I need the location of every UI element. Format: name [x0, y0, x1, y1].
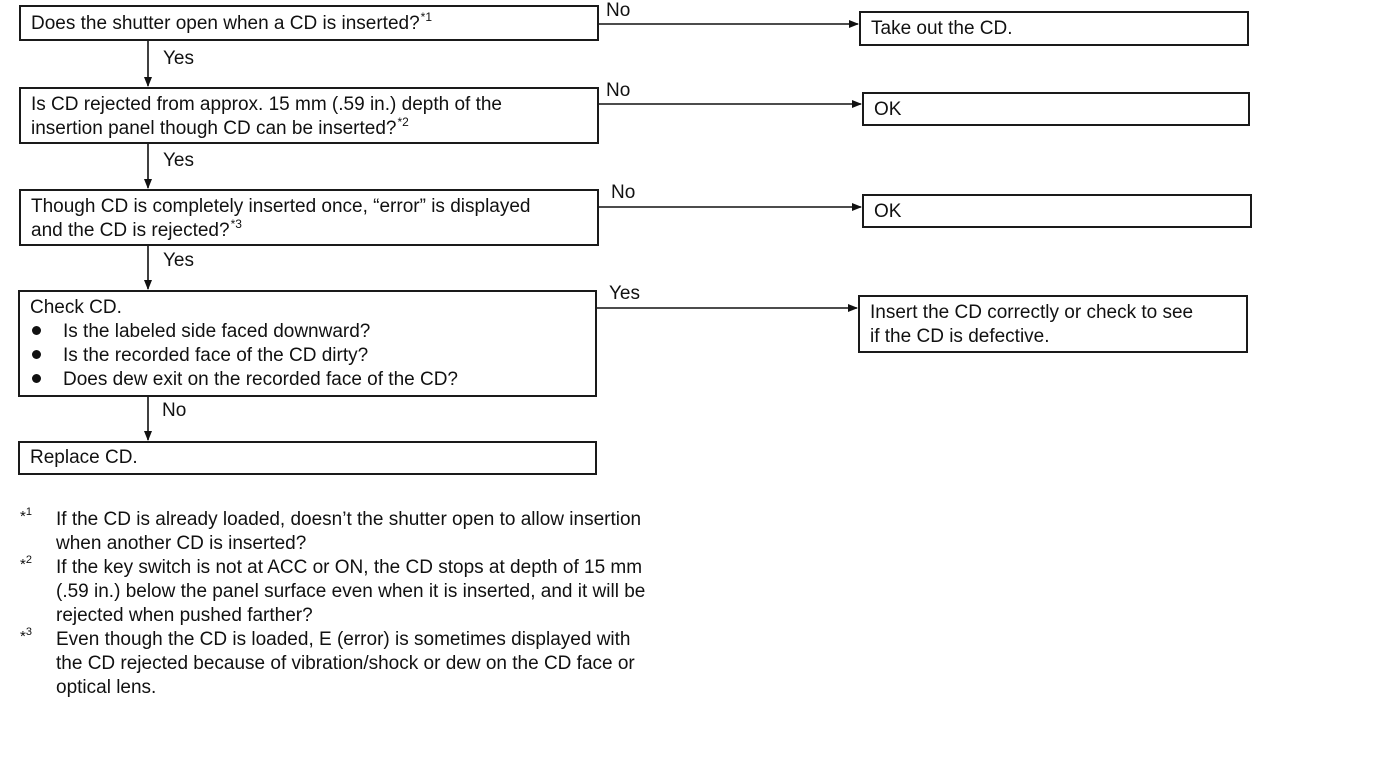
replace-cd-text: Replace CD. [30, 447, 138, 468]
answer-text: OK [874, 201, 902, 222]
footnote-text: If the CD is already loaded, doesn’t the shutter open to allow insertion when another CD is inserted? [56, 509, 642, 554]
check-cd-bullet: Is the recorded face of the CD dirty? [30, 344, 585, 368]
answer-text: OK [874, 99, 902, 120]
footnote-item [20, 556, 660, 628]
footnote-mark: *$^2$ [20, 554, 32, 573]
footnote-ref: *2 [397, 115, 409, 129]
label-yes: Yes [163, 48, 194, 69]
footnote-mark: *$^3$ [20, 626, 32, 645]
question-text-line2: insertion panel though CD can be inserted? [31, 118, 397, 139]
label-yes: Yes [609, 283, 640, 304]
question-text: Does the shutter open when a CD is inserted? [31, 13, 420, 34]
bullet-dot [32, 350, 41, 359]
label-no: No [606, 0, 631, 21]
label-yes: Yes [163, 250, 194, 271]
label-yes: Yes [163, 150, 194, 171]
answer-box-insert-correctly [858, 295, 1248, 353]
bullet-dot [32, 374, 41, 383]
check-cd-bullet: Does dew exit on the recorded face of the CD? [30, 368, 585, 392]
footnote-item [20, 508, 660, 556]
question-box-rejected-depth [19, 87, 599, 144]
answer-text-line2: if the CD is defective. [870, 326, 1050, 347]
bullet-dot [32, 326, 41, 335]
check-cd-title: Check CD. [30, 297, 122, 318]
replace-cd-box [18, 441, 597, 475]
footnote-ref: *1 [420, 10, 433, 24]
answer-text: Take out the CD. [871, 18, 1013, 39]
question-text-line1: Though CD is completely inserted once, “error” is displayed [31, 196, 531, 217]
question-box-shutter [19, 5, 599, 41]
question-box-error-displayed [19, 189, 599, 246]
footnote-mark: *$^1$ [20, 506, 32, 525]
footnotes [20, 508, 660, 700]
question-text-line1: Is CD rejected from approx. 15 mm (.59 in.) depth of the [31, 94, 502, 115]
answer-box-ok-2 [862, 194, 1252, 228]
answer-box-ok-1 [862, 92, 1250, 126]
footnote-text: If the key switch is not at ACC or ON, the CD stops at depth of 15 mm (.59 in.) below the panel surface even when it is inserted, and it will be rejected when pushed farther? [56, 557, 646, 626]
label-no: No [162, 400, 187, 421]
footnote-item [20, 628, 660, 700]
footnote-ref: *3 [230, 217, 242, 231]
footnote-text: Even though the CD is loaded, E (error) is sometimes displayed with the CD rejected because of vibration/shock or dew on the CD face or optical lens. [56, 629, 635, 698]
answer-box-take-out [859, 11, 1249, 46]
check-cd-box [18, 290, 597, 397]
question-text-line2: and the CD is rejected? [31, 220, 230, 241]
label-no: No [606, 80, 631, 101]
check-cd-bullet: Is the labeled side faced downward? [30, 320, 585, 344]
answer-text-line1: Insert the CD correctly or check to see [870, 302, 1194, 323]
label-no: No [611, 182, 636, 203]
